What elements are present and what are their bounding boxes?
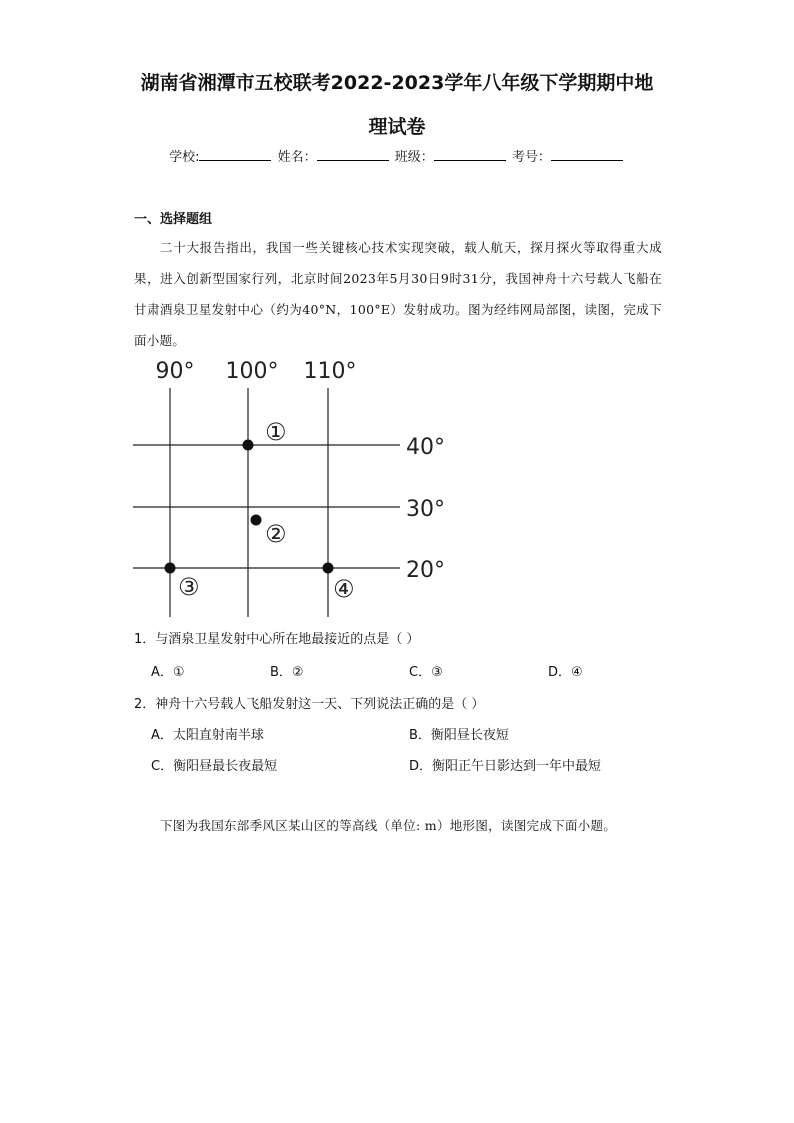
q2-option-d[interactable]: D．衡阳正午日影达到一年中最短: [409, 759, 602, 774]
q1-option-d[interactable]: D．④: [548, 665, 583, 680]
exam-no-blank[interactable]: [551, 148, 623, 161]
q2-option-c[interactable]: C．衡阳昼最长夜最短: [151, 759, 278, 774]
point-2-dot: [251, 515, 262, 526]
lat-label-40: 40°: [406, 435, 445, 460]
class-blank[interactable]: [434, 148, 506, 161]
q2-option-a[interactable]: A．太阳直射南半球: [151, 728, 264, 743]
exam-title-line-2: 理试卷: [368, 116, 426, 138]
passage-text: 二十大报告指出，我国一些关键核心技术实现突破，载人航天，探月探火等取得重大成果，进入创新型国家行列，北京时间2023年5月30日9时31分，我国神舟十六号载人飞船在甘肃酒泉卫星发射中心（约为40°N，100°E）发射成功。图为经纬网局部图，读图，完成下面小题。: [134, 240, 662, 348]
school-blank[interactable]: [199, 148, 271, 161]
student-info-row: [0, 146, 794, 165]
lon-label-110: 110°: [303, 359, 357, 384]
point-4-dot: [323, 563, 334, 574]
q1-option-a[interactable]: A．①: [151, 665, 185, 680]
point-3-label: ③: [178, 573, 200, 601]
question-2-stem: 2．神舟十六号载人飞船发射这一天、下列说法正确的是（ ）: [134, 697, 485, 712]
class-label: 班级：: [394, 150, 434, 165]
next-passage-text: 下图为我国东部季风区某山区的等高线（单位: m）地形图，读图完成下面小题。: [160, 818, 617, 833]
school-label: 学校:: [169, 150, 200, 165]
name-label: 姓名：: [277, 150, 317, 165]
exam-no-label: 考号：: [511, 150, 551, 165]
exam-title-line-1: 湖南省湘潭市五校联考2022-2023学年八年级下学期期中地: [140, 72, 654, 94]
question-1-stem: 1．与酒泉卫星发射中心所在地最接近的点是（ ）: [134, 632, 420, 647]
point-1-label: ①: [265, 418, 287, 446]
name-blank[interactable]: [317, 148, 389, 161]
lat-label-20: 20°: [406, 558, 445, 583]
q1-option-c[interactable]: C．③: [409, 665, 443, 680]
q2-option-b[interactable]: B．衡阳昼长夜短: [409, 728, 509, 743]
lat-lon-grid-figure: [120, 350, 460, 620]
section-title: 一、选择题组: [134, 212, 213, 227]
lon-label-100: 100°: [225, 359, 279, 384]
lat-label-30: 30°: [406, 497, 445, 522]
point-3-dot: [165, 563, 176, 574]
lon-label-90: 90°: [155, 359, 195, 384]
point-2-label: ②: [265, 520, 287, 548]
point-4-label: ④: [333, 575, 355, 603]
q1-option-b[interactable]: B．②: [270, 665, 304, 680]
point-1-dot: [243, 440, 254, 451]
